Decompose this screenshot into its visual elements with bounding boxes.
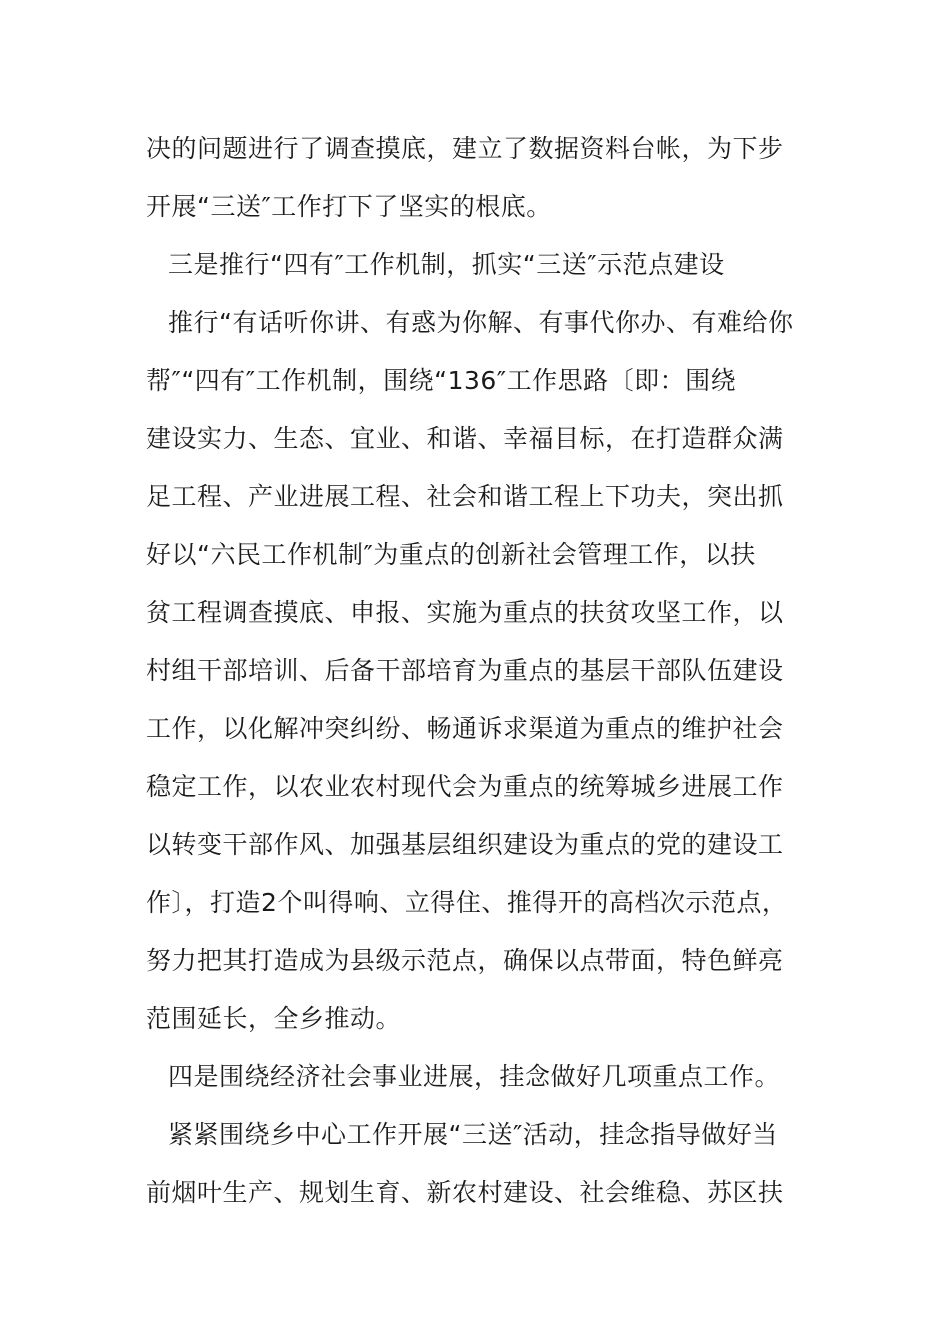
text-line: 决的问题进行了调查摸底，建立了数据资料台帐，为下步 xyxy=(146,134,784,163)
text-line: 以转变干部作风、加强基层组织建设为重点的党的建设工 xyxy=(146,830,784,859)
section-heading: 三是推行“四有″工作机制，抓实“三送″示范点建设 xyxy=(168,250,725,279)
text-line: 贫工程调查摸底、申报、实施为重点的扶贫攻坚工作，以 xyxy=(146,598,784,627)
text-line: 工作，以化解冲突纠纷、畅通诉求渠道为重点的维护社会 xyxy=(146,714,784,743)
text-line: 稳定工作，以农业农村现代会为重点的统筹城乡进展工作 xyxy=(146,772,784,801)
text-line: 好以“六民工作机制″为重点的创新社会管理工作，以扶 xyxy=(146,540,756,569)
text-line: 努力把其打造成为县级示范点，确保以点带面，特色鲜亮 xyxy=(146,946,784,975)
text-line: 作〕，打造2个叫得响、立得住、推得开的高档次示范点， xyxy=(146,888,788,917)
section-heading: 四是围绕经济社会事业进展，挂念做好几项重点工作。 xyxy=(168,1062,781,1091)
text-line: 村组干部培训、后备干部培育为重点的基层干部队伍建设 xyxy=(146,656,784,685)
text-line: 推行“有话听你讲、有惑为你解、有事代你办、有难给你 xyxy=(168,308,794,337)
text-line: 范围延长，全乡推动。 xyxy=(146,1004,402,1033)
text-line: 足工程、产业进展工程、社会和谐工程上下功夫，突出抓 xyxy=(146,482,784,511)
text-line: 前烟叶生产、规划生育、新农村建设、社会维稳、苏区扶 xyxy=(146,1178,784,1207)
text-line: 帮″“四有″工作机制，围绕“136″工作思路〔即：围绕 xyxy=(146,366,737,395)
text-line: 开展“三送″工作打下了坚实的根底。 xyxy=(146,192,552,221)
text-line: 紧紧围绕乡中心工作开展“三送″活动，挂念指导做好当 xyxy=(168,1120,778,1149)
text-line: 建设实力、生态、宜业、和谐、幸福目标，在打造群众满 xyxy=(146,424,784,453)
